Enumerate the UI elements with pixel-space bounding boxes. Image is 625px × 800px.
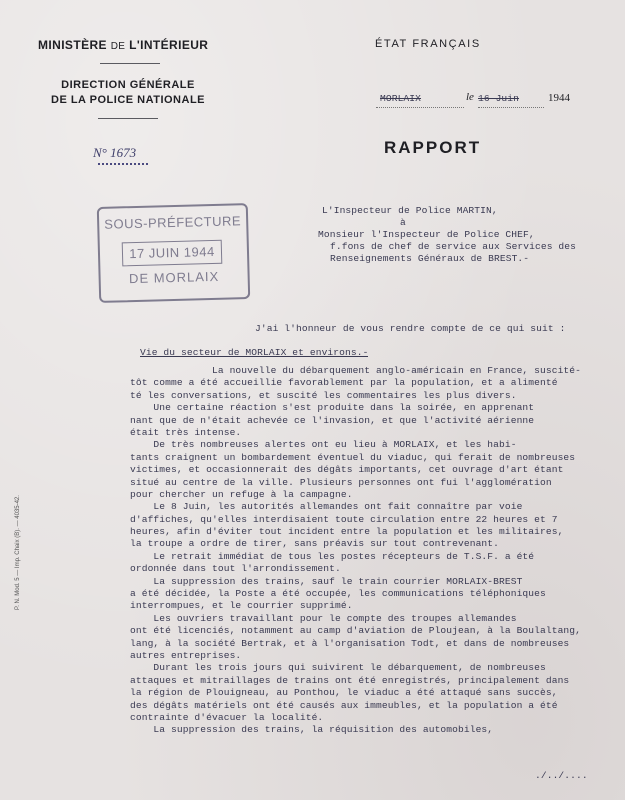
body-line: des dégâts matériels ont été causés aux immeubles, et la population a été: [130, 699, 558, 711]
body-line: De très nombreuses alertes ont eu lieu à MORLAIX, et les habi-: [130, 439, 517, 451]
report-title: RAPPORT: [384, 138, 482, 157]
body-line: nant que de n'était achevée ce l'invasion, et que l'activité aérienne: [130, 414, 535, 426]
body-line: situé au centre de la ville. Plusieurs personnes ont fui l'agglomération: [130, 476, 552, 488]
body-line: d'affiches, qu'elles interdisaient toute circulation entre 22 heures et 7: [130, 513, 558, 525]
body-line: tôt comme a été accueillie favorablement par la population, et a alimenté: [130, 377, 558, 389]
sous-prefecture-stamp: [97, 203, 250, 303]
body-line: attaques et mitraillages de trains ont été enregistrés, principalement dans: [130, 674, 570, 686]
direction-heading: [38, 78, 218, 108]
report-date: 16 Juin: [478, 93, 520, 104]
report-subject: Vie du secteur de MORLAIX et environs.-: [140, 347, 369, 358]
stamp-date: 17 JUIN 1944: [122, 240, 223, 267]
body-line: Les ouvriers travaillant pour le compte des troupes allemandes: [130, 612, 517, 624]
ministry-heading: [38, 38, 208, 52]
address-line: à: [400, 217, 406, 228]
body-line: Une certaine réaction s'est produite dans la soirée, en apprenant: [130, 402, 535, 414]
body-line: était très intense.: [130, 426, 242, 438]
body-line: ont été licenciés, notamment au camp d'aviation de Ploujean, à la Boulaltang,: [130, 625, 582, 637]
dotted-line: [376, 106, 464, 108]
dotted-line: [478, 106, 544, 108]
address-line: Monsieur l'Inspecteur de Police CHEF,: [318, 229, 535, 240]
body-line: pour chercher un refuge à la campagne.: [130, 488, 353, 500]
body-line: tants craignent un bombardement éventuel du viaduc, qui ferait de nombreuses: [130, 451, 576, 463]
date-le: le: [466, 91, 474, 103]
divider: [100, 63, 160, 64]
body-line: La nouvelle du débarquement anglo-américain en France, suscité-: [212, 365, 582, 376]
body-line: ordonnée dans tout l'arrondissement.: [130, 563, 341, 575]
body-line: a été décidée, la Poste a été occupée, les communications téléphoniques: [130, 588, 546, 600]
address-block: [318, 205, 608, 265]
state-heading: ÉTAT FRANÇAIS: [375, 38, 481, 50]
body-line: La suppression des trains, la réquisition des automobiles,: [130, 724, 494, 736]
address-line: Renseignements Généraux de BREST.-: [330, 253, 530, 264]
address-line: L'Inspecteur de Police MARTIN,: [322, 205, 498, 216]
divider: [98, 118, 158, 119]
body-line: la troupe a ordre de tirer, sans préavis sur tout contrevenant.: [130, 538, 500, 550]
body-line: la région de Plouigneau, au Ponthou, le viaduc a été attaqué sans succès,: [130, 687, 558, 699]
stamp-line-3: DE MORLAIX: [128, 268, 220, 287]
body-line: interrompues, et le courrier supprimé.: [130, 600, 353, 612]
intro-line: J'ai l'honneur de vous rendre compte de ce qui suit :: [255, 323, 566, 334]
body-line: té les conversations, et suscité les commentaires les plus divers.: [130, 389, 517, 401]
reference-number: N° 1673: [93, 145, 137, 160]
body-line: Le retrait immédiat de tous les postes récepteurs de T.S.F. a été: [130, 550, 535, 562]
body-line: Durant les trois jours qui suivirent le débarquement, de nombreuses: [130, 662, 546, 674]
address-line: f.fons de chef de service aux Services des: [330, 241, 577, 252]
body-line: victimes, et occasionnerait des dégâts importants, cet ouvrage d'art étant: [130, 464, 564, 476]
direction-line-1: DIRECTION GÉNÉRALE: [61, 79, 195, 91]
body-line: heures, afin d'éviter tout incident entre la population et les militaires,: [130, 526, 564, 538]
body-line: lang, à la société Bertrak, et à l'organisation Todt, et dans de nombreuses: [130, 637, 570, 649]
reference-underline: [98, 163, 148, 165]
ministry-name: L'INTÉRIEUR: [129, 38, 209, 52]
printer-margin-note: P. N. Mod. 5 — Imp. Chaix (B). — 4035-42.: [15, 495, 21, 610]
stamp-line-1: SOUS-PRÉFECTURE: [104, 213, 242, 232]
report-body: [130, 365, 600, 737]
body-line: autres entreprises.: [130, 649, 242, 661]
ministry-prefix: MINISTÈRE: [38, 38, 107, 52]
continuation-mark: ./../....: [535, 770, 588, 781]
report-place: MORLAIX: [380, 93, 422, 104]
body-line: La suppression des trains, sauf le train courrier MORLAIX-BREST: [130, 575, 523, 587]
ministry-de: DE: [110, 41, 126, 52]
body-line: contrainte d'évacuer la localité.: [130, 711, 324, 723]
report-year: 1944: [548, 92, 570, 104]
direction-line-2: DE LA POLICE NATIONALE: [51, 94, 205, 106]
body-line: Le 8 Juin, les autorités allemandes ont fait connaître par voie: [130, 501, 523, 513]
